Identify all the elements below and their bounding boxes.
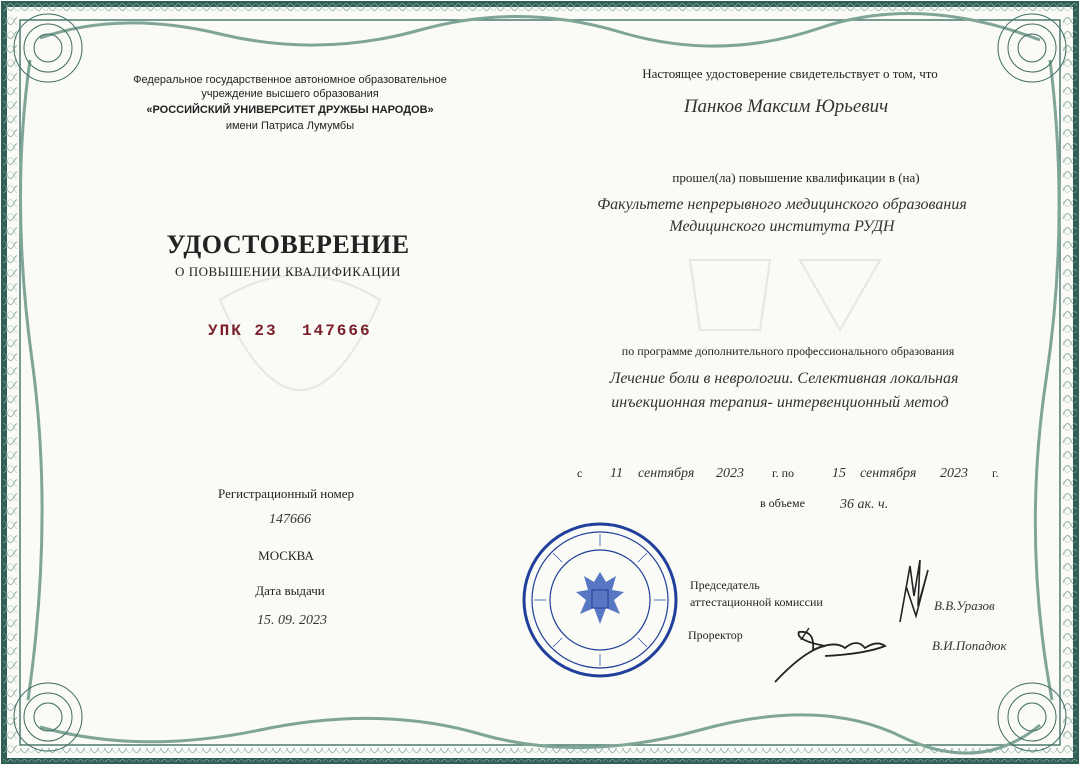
document-subtitle: О ПОВЫШЕНИИ КВАЛИФИКАЦИИ <box>175 264 401 279</box>
program-intro: по программе дополнительного профессионального образования <box>621 344 955 358</box>
document-title: УДОСТОВЕРЕНИЕ <box>166 230 410 259</box>
date-to-day: 15 <box>832 466 846 481</box>
date-mid: г. по <box>772 466 794 480</box>
registration-label: Регистрационный номер <box>218 486 354 501</box>
issue-date-label: Дата выдачи <box>255 583 325 598</box>
chair-title-line-1: Председатель <box>690 578 760 592</box>
prorector-label: Проректор <box>688 628 743 642</box>
date-to-month: сентября <box>860 466 917 481</box>
date-from-year: 2023 <box>716 466 744 481</box>
official-seal <box>520 520 680 680</box>
date-from-prefix: с <box>577 466 583 480</box>
institution-line-4: имени Патриса Лумумбы <box>225 120 355 132</box>
institution-line-2: учреждение высшего образования <box>201 88 379 100</box>
registration-number: 147666 <box>269 512 311 527</box>
completed-text: прошел(ла) повышение квалификации в (на) <box>672 170 920 185</box>
date-suffix: г. <box>992 466 999 480</box>
chair-signature <box>880 556 940 626</box>
serial-series: УПК 23 <box>208 322 278 340</box>
issue-date: 15. 09. 2023 <box>257 613 327 628</box>
program-line-2: инъекционная терапия- интервенционный метод <box>611 394 949 411</box>
intro-text: Настоящее удостоверение свидетельствует о том, что <box>642 66 938 81</box>
person-name: Панков Максим Юрьевич <box>683 96 889 117</box>
date-from-month: сентября <box>638 466 695 481</box>
institution-line-1: Федеральное государственное автономное образовательное <box>133 74 447 86</box>
volume-label: в объеме <box>760 496 805 510</box>
faculty-line-2: Медицинского института РУДН <box>669 218 895 235</box>
date-to-year: 2023 <box>940 466 968 481</box>
issue-city: МОСКВА <box>258 548 314 563</box>
volume-value: 36 ак. ч. <box>840 497 889 512</box>
faculty-line-1: Факультете непрерывного медицинского образования <box>597 196 967 213</box>
institution-line-3: «РОССИЙСКИЙ УНИВЕРСИТЕТ ДРУЖБЫ НАРОДОВ» <box>146 104 434 116</box>
serial-number: 147666 <box>302 322 372 340</box>
chair-name: В.В.Уразов <box>934 598 995 613</box>
prorector-name: В.И.Попадюк <box>932 638 1007 653</box>
chair-title-line-2: аттестационной комиссии <box>690 595 823 609</box>
date-from-day: 11 <box>610 466 623 481</box>
prorector-signature <box>765 620 905 690</box>
program-line-1: Лечение боли в неврологии. Селективная локальная <box>609 370 959 387</box>
